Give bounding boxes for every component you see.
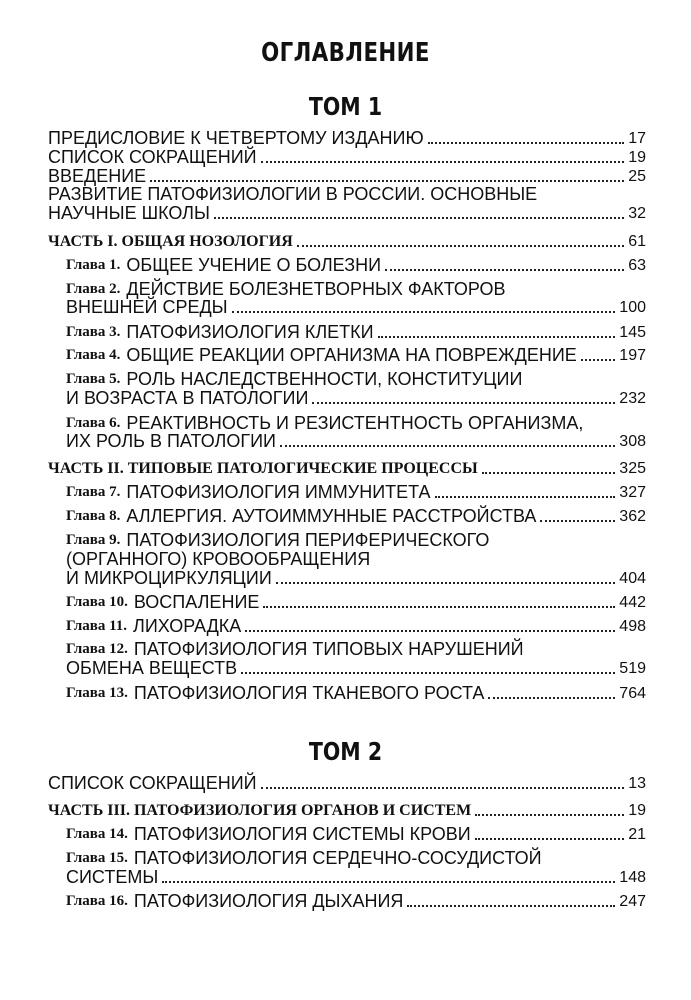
entry-page: 21 bbox=[628, 826, 646, 843]
chapter-title: ПАТОФИЗИОЛОГИЯ ДЫХАНИЯ bbox=[133, 891, 404, 911]
toc-chapter-line2[interactable] bbox=[66, 569, 646, 588]
chapter-label: Глава 14. bbox=[66, 826, 128, 842]
dot-leader bbox=[475, 837, 625, 840]
dot-leader bbox=[245, 629, 615, 632]
toc-chapter[interactable] bbox=[66, 684, 646, 703]
entry-title: ВВЕДЕНИЕ bbox=[48, 166, 147, 186]
chapter-label: Глава 12. bbox=[66, 641, 128, 657]
chapter-title: РЕАКТИВНОСТЬ И РЕЗИСТЕНТНОСТЬ ОРГАНИЗМА, bbox=[126, 413, 584, 433]
chapter-title-cont: И МИКРОЦИРКУЛЯЦИИ bbox=[66, 568, 272, 588]
part-title: ЧАСТЬ III. ПАТОФИЗИОЛОГИЯ ОРГАНОВ И СИСТЕМ bbox=[48, 802, 472, 819]
dot-leader bbox=[407, 904, 615, 907]
chapter-title: ПАТОФИЗИОЛОГИЯ ТИПОВЫХ НАРУШЕНИЙ bbox=[133, 639, 524, 659]
dot-leader bbox=[488, 696, 615, 699]
dot-leader bbox=[150, 179, 624, 182]
entry-title: СПИСОК СОКРАЩЕНИЙ bbox=[48, 147, 257, 167]
chapter-title-cont: (ОРГАННОГО) КРОВООБРАЩЕНИЯ bbox=[66, 549, 371, 569]
chapter-label: Глава 3. bbox=[66, 324, 121, 340]
entry-page: 442 bbox=[619, 594, 646, 611]
entry-page: 145 bbox=[619, 324, 646, 341]
chapter-title-cont: И ВОЗРАСТА В ПАТОЛОГИИ bbox=[66, 388, 309, 408]
entry-page: 63 bbox=[628, 257, 646, 274]
chapter-label: Глава 2. bbox=[66, 281, 121, 297]
chapter-title: АЛЛЕРГИЯ. АУТОИММУННЫЕ РАССТРОЙСТВА bbox=[126, 506, 537, 526]
entry-page: 197 bbox=[619, 347, 646, 364]
entry-page: 362 bbox=[619, 508, 646, 525]
entry-page: 19 bbox=[628, 802, 646, 819]
toc-part[interactable] bbox=[48, 801, 646, 820]
entry-page: 19 bbox=[628, 149, 646, 166]
chapter-title: ОБЩИЕ РЕАКЦИИ ОРГАНИЗМА НА ПОВРЕЖДЕНИЕ bbox=[126, 345, 577, 365]
entry-page: 519 bbox=[619, 660, 646, 677]
entry-page: 25 bbox=[628, 168, 646, 185]
dot-leader bbox=[435, 495, 616, 498]
toc-chapter[interactable] bbox=[66, 323, 646, 342]
entry-page: 32 bbox=[628, 205, 646, 222]
entry-page: 325 bbox=[619, 460, 646, 477]
toc-chapter-line2[interactable] bbox=[66, 432, 646, 451]
dot-leader bbox=[263, 605, 615, 608]
toc-chapter-line1[interactable] bbox=[66, 849, 646, 868]
chapter-label: Глава 8. bbox=[66, 508, 121, 524]
part-title: ЧАСТЬ I. ОБЩАЯ НОЗОЛОГИЯ bbox=[48, 233, 293, 250]
toc-chapter-line2[interactable] bbox=[66, 298, 646, 317]
volume-1-title: ТОМ 1 bbox=[308, 92, 383, 121]
toc-chapter-line1[interactable] bbox=[66, 640, 646, 659]
chapter-title: ПАТОФИЗИОЛОГИЯ СИСТЕМЫ КРОВИ bbox=[133, 824, 471, 844]
chapter-label: Глава 13. bbox=[66, 685, 128, 701]
chapter-title: ОБЩЕЕ УЧЕНИЕ О БОЛЕЗНИ bbox=[126, 255, 382, 275]
dot-leader bbox=[280, 444, 615, 447]
dot-leader bbox=[261, 786, 625, 789]
toc-entry-line2[interactable] bbox=[48, 204, 646, 223]
toc-chapter-line1b[interactable] bbox=[66, 550, 646, 569]
entry-page: 13 bbox=[628, 775, 646, 792]
toc-chapter[interactable] bbox=[66, 507, 646, 526]
chapter-title: ПАТОФИЗИОЛОГИЯ ПЕРИФЕРИЧЕСКОГО bbox=[126, 530, 490, 550]
chapter-label: Глава 5. bbox=[66, 371, 121, 387]
chapter-label: Глава 15. bbox=[66, 850, 128, 866]
chapter-title-cont: ИХ РОЛЬ В ПАТОЛОГИИ bbox=[66, 431, 276, 451]
toc-chapter-line2[interactable] bbox=[66, 659, 646, 678]
part-title: ЧАСТЬ II. ТИПОВЫЕ ПАТОЛОГИЧЕСКИЕ ПРОЦЕССЫ bbox=[48, 460, 478, 477]
toc-entry[interactable] bbox=[48, 774, 646, 793]
toc-chapter-line2[interactable] bbox=[66, 389, 646, 408]
entry-page: 148 bbox=[619, 869, 646, 886]
toc-entry[interactable] bbox=[48, 148, 646, 167]
dot-leader bbox=[540, 519, 615, 522]
entry-page: 498 bbox=[619, 618, 646, 635]
toc-chapter[interactable] bbox=[66, 346, 646, 365]
toc-chapter[interactable] bbox=[66, 593, 646, 612]
toc-chapter[interactable] bbox=[66, 892, 646, 911]
chapter-title: ПАТОФИЗИОЛОГИЯ КЛЕТКИ bbox=[126, 322, 374, 342]
chapter-label: Глава 10. bbox=[66, 594, 128, 610]
dot-leader bbox=[297, 244, 624, 247]
entry-title: РАЗВИТИЕ ПАТОФИЗИОЛОГИИ В РОССИИ. ОСНОВНЫЕ bbox=[48, 184, 538, 204]
chapter-title: ПАТОФИЗИОЛОГИЯ ТКАНЕВОГО РОСТА bbox=[133, 683, 485, 703]
chapter-label: Глава 6. bbox=[66, 415, 121, 431]
toc-entry[interactable] bbox=[48, 129, 646, 148]
chapter-title: РОЛЬ НАСЛЕДСТВЕННОСТИ, КОНСТИТУЦИИ bbox=[126, 369, 523, 389]
chapter-label: Глава 16. bbox=[66, 893, 128, 909]
entry-page: 308 bbox=[619, 433, 646, 450]
entry-page: 404 bbox=[619, 570, 646, 587]
chapter-label: Глава 4. bbox=[66, 347, 121, 363]
dot-leader bbox=[385, 268, 624, 271]
page-title: ОГЛАВЛЕНИЕ bbox=[261, 38, 430, 68]
dot-leader bbox=[214, 216, 624, 219]
entry-page: 17 bbox=[628, 130, 646, 147]
chapter-label: Глава 1. bbox=[66, 257, 121, 273]
entry-page: 327 bbox=[619, 484, 646, 501]
dot-leader bbox=[232, 310, 616, 313]
dot-leader bbox=[276, 581, 616, 584]
entry-page: 61 bbox=[628, 233, 646, 250]
dot-leader bbox=[261, 160, 625, 163]
dot-leader bbox=[162, 880, 615, 883]
toc-chapter[interactable] bbox=[66, 256, 646, 275]
toc-part[interactable] bbox=[48, 232, 646, 251]
chapter-title: ПАТОФИЗИОЛОГИЯ СЕРДЕЧНО-СОСУДИСТОЙ bbox=[133, 848, 542, 868]
toc-chapter-line1[interactable] bbox=[66, 531, 646, 550]
toc-chapter[interactable] bbox=[66, 825, 646, 844]
toc-chapter[interactable] bbox=[66, 617, 646, 636]
chapter-title: ВОСПАЛЕНИЕ bbox=[133, 592, 260, 612]
chapter-label: Глава 11. bbox=[66, 618, 128, 634]
entry-page: 232 bbox=[619, 390, 646, 407]
dot-leader bbox=[312, 401, 615, 404]
toc-entry-line1[interactable] bbox=[48, 185, 646, 204]
entry-title: ПРЕДИСЛОВИЕ К ЧЕТВЕРТОМУ ИЗДАНИЮ bbox=[48, 128, 424, 148]
chapter-title: ПАТОФИЗИОЛОГИЯ ИММУНИТЕТА bbox=[126, 482, 431, 502]
entry-page: 100 bbox=[619, 299, 646, 316]
entry-page: 247 bbox=[619, 893, 646, 910]
dot-leader bbox=[475, 813, 624, 816]
toc-part[interactable] bbox=[48, 459, 646, 478]
dot-leader bbox=[241, 671, 615, 674]
toc-chapter[interactable] bbox=[66, 483, 646, 502]
chapter-title: ДЕЙСТВИЕ БОЛЕЗНЕТВОРНЫХ ФАКТОРОВ bbox=[126, 279, 506, 299]
toc-chapter-line2[interactable] bbox=[66, 868, 646, 887]
chapter-title: ЛИХОРАДКА bbox=[133, 616, 242, 636]
dot-leader bbox=[428, 141, 625, 144]
entry-page: 764 bbox=[619, 685, 646, 702]
toc-chapter-line1[interactable] bbox=[66, 370, 646, 389]
chapter-title-cont: СИСТЕМЫ bbox=[66, 867, 159, 887]
entry-title: СПИСОК СОКРАЩЕНИЙ bbox=[48, 773, 257, 793]
dot-leader bbox=[482, 471, 616, 474]
volume-2-title: ТОМ 2 bbox=[308, 737, 383, 766]
entry-title-cont: НАУЧНЫЕ ШКОЛЫ bbox=[48, 203, 210, 223]
chapter-label: Глава 9. bbox=[66, 532, 121, 548]
dot-leader bbox=[378, 335, 616, 338]
dot-leader bbox=[581, 358, 616, 361]
chapter-label: Глава 7. bbox=[66, 484, 121, 500]
chapter-title-cont: ОБМЕНА ВЕЩЕСТВ bbox=[66, 658, 238, 678]
chapter-title-cont: ВНЕШНЕЙ СРЕДЫ bbox=[66, 297, 228, 317]
